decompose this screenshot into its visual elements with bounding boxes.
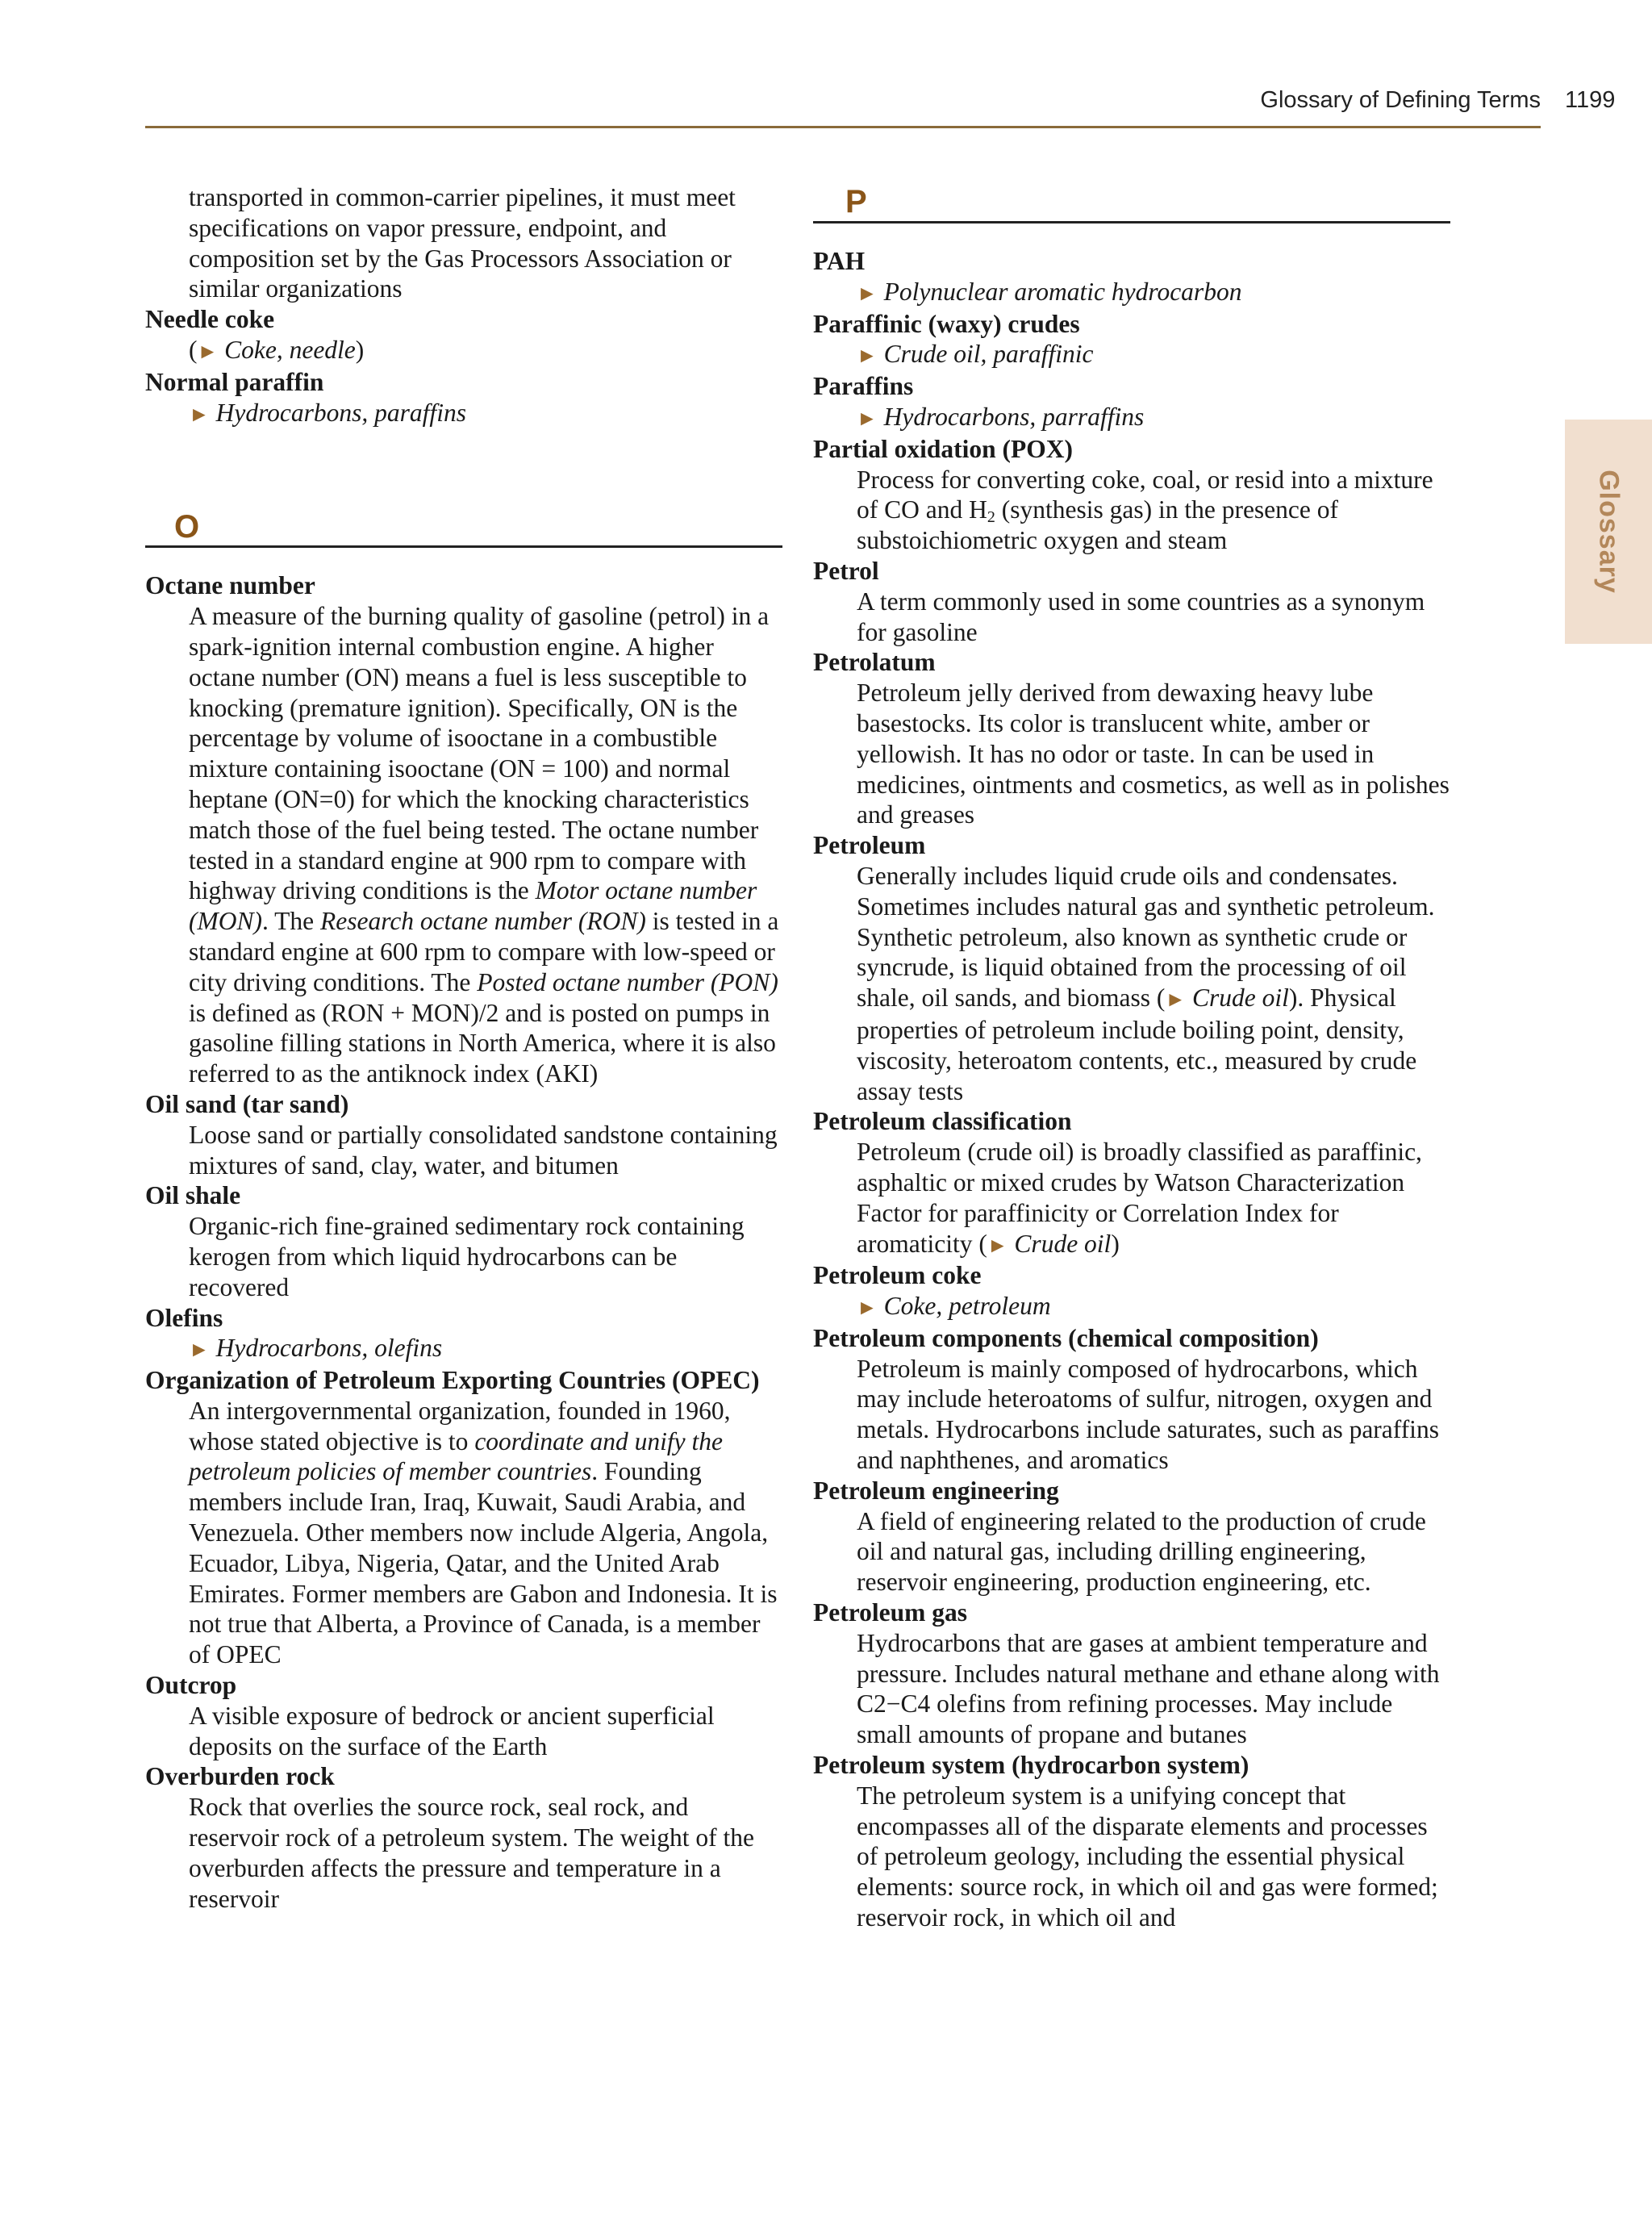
definition-partial-oxidation <box>813 465 1450 556</box>
definition-petroleum-gas: Hydrocarbons that are gases at ambient temperature and pressure. Includes natural methane and ethane along with C2−C4 olefins from refining processes. May include small amounts of propane and butanes <box>857 1628 1440 1749</box>
definition-overburden-rock: Rock that overlies the source rock, seal rock, and reservoir rock of a petroleum system. The weight of the overburden affects the pressure and temperature in a reservoir <box>189 1793 754 1913</box>
definition-text: ). Physical properties of petroleum include boiling point, density, viscosity, heteroatom contents, etc., measured by crude assay tests <box>857 984 1417 1105</box>
arrow-right-icon: ► <box>197 339 219 363</box>
emphasis-text: Posted octane number (PON) <box>477 967 778 996</box>
reference-text: Hydrocarbons, olefins <box>215 1334 443 1363</box>
definition-petrolatum: Petroleum jelly derived from dewaxing heavy lube basestocks. Its color is translucent white, amber or yellowish. It has no odor or taste. In can be used in medicines, ointments and cosmetics, as well as in polishes and greases <box>857 679 1450 829</box>
arrow-right-icon: ► <box>857 406 878 430</box>
term-oil-shale: Oil shale <box>145 1181 241 1210</box>
left-column <box>145 182 782 1914</box>
subscript: 2 <box>987 508 995 527</box>
definition-text: . Founding members include Iran, Iraq, Kuwait, Saudi Arabia, and Venezuela. Other members now include Algeria, Angola, Ecuador, Libya, Nigeria, Qatar, and the United Arab Emirates. Former members are Gabon and Indonesia. It is not true that Alberta, a Province of Canada, is a member of OPEC <box>189 1457 778 1669</box>
glossary-side-tab <box>1565 420 1652 644</box>
glossary-tab-label: Glossary <box>1593 470 1625 594</box>
section-letter: O <box>174 508 200 545</box>
term-outcrop: Outcrop <box>145 1671 237 1700</box>
emphasis-text: coordinate and unify the petroleum policies of member countries <box>189 1426 723 1486</box>
paren-open: ( <box>189 335 198 364</box>
section-letter: P <box>845 184 867 220</box>
arrow-right-icon: ► <box>189 1338 210 1362</box>
running-title: Glossary of Defining Terms <box>1260 87 1541 113</box>
paren-close: ) <box>355 335 365 364</box>
definition-petroleum-classification <box>813 1137 1450 1260</box>
term-oil-sand: Oil sand (tar sand) <box>145 1089 349 1118</box>
definition-octane-number <box>145 601 782 1089</box>
term-octane-number: Octane number <box>145 571 315 600</box>
arrow-right-icon: ► <box>189 402 210 426</box>
term-petroleum-classification: Petroleum classification <box>813 1107 1072 1136</box>
arrow-right-icon: ► <box>987 1233 1008 1257</box>
term-petroleum-engineering: Petroleum engineering <box>813 1476 1059 1505</box>
arrow-right-icon: ► <box>857 1296 878 1320</box>
reference-text: Coke, petroleum <box>883 1292 1051 1321</box>
definition-petrol: A term commonly used in some countries as a synonym for gasoline <box>857 587 1425 646</box>
term-paraffins: Paraffins <box>813 372 914 401</box>
definition-text: An intergovernmental organization, founded in 1960, whose stated objective is to <box>189 1396 731 1455</box>
reference-text: Hydrocarbons, paraffins <box>215 398 466 427</box>
cross-reference <box>813 277 1450 309</box>
definition-text: Petroleum (crude oil) is broadly classified as paraffinic, asphaltic or mixed crudes by Watson Characterization Factor for paraffinicity or Correlation Index for aromaticity ( <box>857 1138 1422 1258</box>
term-petroleum-gas: Petroleum gas <box>813 1598 967 1627</box>
right-column <box>813 182 1450 1933</box>
definition-text: Generally includes liquid crude oils and condensates. Sometimes includes natural gas and synthetic petroleum. Synthetic petroleum, also known as synthetic crude or syncrude, is liquid obtained from the processing of oil shale, oil sands, and biomass ( <box>857 861 1435 1013</box>
term-needle-coke: Needle coke <box>145 305 275 334</box>
term-partial-oxidation: Partial oxidation (POX) <box>813 434 1073 463</box>
reference-text: Crude oil <box>1014 1229 1112 1258</box>
continued-definition: transported in common-carrier pipelines, it must meet specifications on vapor pressure, endpoint, and composition set by the Gas Processors Association or similar organizations <box>189 183 736 303</box>
cross-reference <box>813 339 1450 371</box>
term-petrol: Petrol <box>813 556 879 585</box>
definition-petroleum-components: Petroleum is mainly composed of hydrocarbons, which may include heteroatoms of sulfur, nitrogen, oxygen and metals. Hydrocarbons include saturates, such as paraffins and naphthenes, and aromatics <box>857 1354 1439 1475</box>
reference-text: Coke, needle <box>224 335 356 364</box>
emphasis-text: Motor octane number (MON) <box>189 876 757 936</box>
definition-petroleum <box>813 861 1450 1106</box>
arrow-right-icon: ► <box>857 281 878 305</box>
term-normal-paraffin: Normal paraffin <box>145 367 324 396</box>
term-pah: PAH <box>813 247 866 275</box>
page-number: 1199 <box>1565 87 1616 113</box>
definition-text: (synthesis gas) in the presence of substoichiometric oxygen and steam <box>857 495 1338 555</box>
cross-reference <box>145 398 782 430</box>
definition-petroleum-system: The petroleum system is a unifying concept that encompasses all of the disparate elements and processes of petroleum geology, including the essential physical elements: source rock, in which oil and gas were formed; reservoir rock, in which oil and <box>857 1781 1438 1932</box>
emphasis-text: Research octane number (RON) <box>320 907 646 936</box>
definition-opec <box>145 1396 782 1670</box>
reference-text: Polynuclear aromatic hydrocarbon <box>883 277 1242 306</box>
section-header-o <box>145 468 782 548</box>
term-overburden-rock: Overburden rock <box>145 1762 335 1791</box>
cross-reference <box>813 402 1450 434</box>
definition-text: A measure of the burning quality of gasoline (petrol) in a spark-ignition internal combustion engine. A higher octane number (ON) means a fuel is less susceptible to knocking (premature ignition). Specifically, ON is the percentage by volume of isooctane in a combustible mixture containing isooctane (ON = 100) and normal heptane (ON=0) for which the knocking characteristics match those of the fuel being tested. The octane number tested in a standard engine at 900 rpm to compare with highway driving conditions is the <box>189 602 770 905</box>
reference-text: Crude oil, paraffinic <box>883 340 1094 369</box>
term-paraffinic-crudes: Paraffinic (waxy) crudes <box>813 309 1080 338</box>
term-petrolatum: Petrolatum <box>813 648 936 677</box>
definition-text: Process for converting coke, coal, or resid into a mixture of CO and H <box>857 465 1433 524</box>
reference-text: Crude oil <box>1191 984 1289 1013</box>
cross-reference <box>145 335 782 367</box>
section-header-p <box>813 182 1450 223</box>
cross-reference <box>145 1333 782 1365</box>
arrow-right-icon: ► <box>1165 988 1187 1012</box>
definition-oil-sand: Loose sand or partially consolidated sandstone containing mixtures of sand, clay, water, and bitumen <box>189 1120 778 1180</box>
definition-outcrop: A visible exposure of bedrock or ancient superficial deposits on the surface of the Earth <box>189 1701 715 1760</box>
term-petroleum-coke: Petroleum coke <box>813 1261 982 1290</box>
term-petroleum-components: Petroleum components (chemical composition) <box>813 1323 1319 1352</box>
definition-text: is tested in a standard engine at 600 rpm to compare with low-speed or city driving conditions. The <box>189 907 779 996</box>
definition-text: . The <box>261 907 321 936</box>
cross-reference <box>813 1291 1450 1323</box>
reference-text: Hydrocarbons, parraffins <box>883 402 1145 431</box>
definition-text: ) <box>1111 1229 1120 1258</box>
definition-text: is defined as (RON + MON)/2 and is posted on pumps in gasoline filling stations in North America, where it is also referred to as the antiknock index (AKI) <box>189 998 776 1088</box>
running-head <box>145 84 1541 128</box>
arrow-right-icon: ► <box>857 344 878 368</box>
term-olefins: Olefins <box>145 1303 223 1332</box>
term-opec: Organization of Petroleum Exporting Countries (OPEC) <box>145 1366 760 1395</box>
term-petroleum-system: Petroleum system (hydrocarbon system) <box>813 1751 1249 1780</box>
definition-oil-shale: Organic-rich fine-grained sedimentary rock containing kerogen from which liquid hydrocarbons can be recovered <box>189 1212 745 1301</box>
term-petroleum: Petroleum <box>813 831 926 860</box>
definition-petroleum-engineering: A field of engineering related to the production of crude oil and natural gas, including drilling engineering, reservoir engineering, production engineering, etc. <box>857 1506 1426 1597</box>
